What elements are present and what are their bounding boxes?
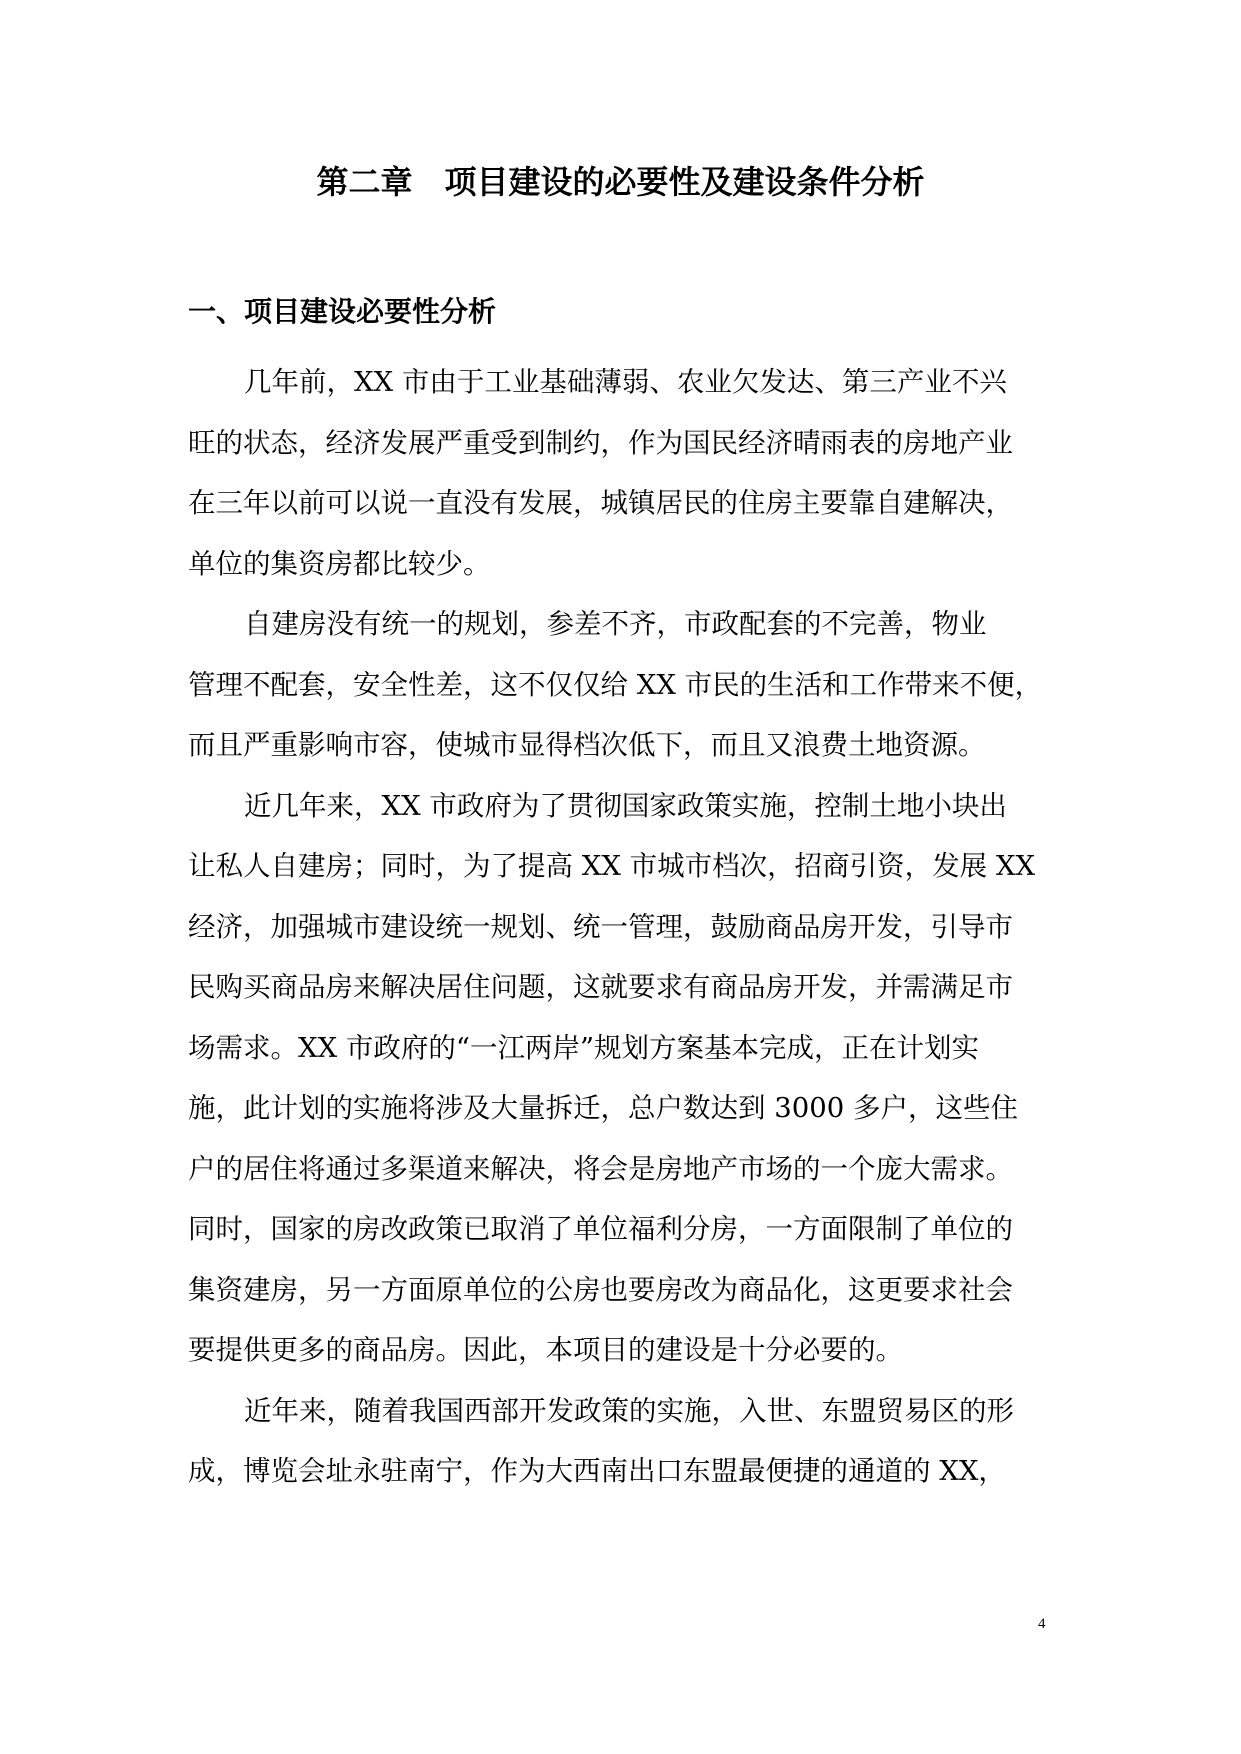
text-line: 经济，加强城市建设统一规划、统一管理，鼓励商品房开发，引导市 xyxy=(188,910,1013,943)
text-line: 管理不配套，安全性差，这不仅仅给 XX 市民的生活和工作带来不便， xyxy=(188,668,1043,701)
body-text xyxy=(188,352,1048,1502)
text-line: 而且严重影响市容，使城市显得档次低下，而且又浪费土地资源。 xyxy=(188,729,986,761)
text-line: 民购买商品房来解决居住问题，这就要求有商品房开发，并需满足市 xyxy=(188,971,1013,1003)
text-line: 成，博览会址永驻南宁，作为大西南出口东盟最便捷的通道的 XX， xyxy=(188,1455,1006,1487)
text-line: 场需求。XX 市政府的“一江两岸”规划方案基本完成，正在计划实 xyxy=(188,1031,980,1064)
text-line: 同时，国家的房改政策已取消了单位福利分房，一方面限制了单位的 xyxy=(188,1213,1013,1245)
text-line: 集资建房，另一方面原单位的公房也要房改为商品化，这更要求社会 xyxy=(188,1273,1013,1306)
text-line: 近几年来，XX 市政府为了贯彻国家政策实施，控制土地小块出 xyxy=(244,789,1007,822)
chapter-title: 第二章 项目建设的必要性及建设条件分析 xyxy=(316,163,925,201)
text-line: 施，此计划的实施将涉及大量拆迁，总户数达到 3000 多户，这些住 xyxy=(188,1092,1018,1124)
text-line: 几年前，XX 市由于工业基础薄弱、农业欠发达、第三产业不兴 xyxy=(244,366,1007,398)
text-line: 户的居住将通过多渠道来解决，将会是房地产市场的一个庞大需求。 xyxy=(188,1152,1013,1185)
text-line: 旺的状态，经济发展严重受到制约，作为国民经济晴雨表的房地产业 xyxy=(188,426,1013,459)
paragraph xyxy=(188,1381,1048,1502)
section-heading: 一、项目建设必要性分析 xyxy=(188,295,497,328)
text-line: 在三年以前可以说一直没有发展，城镇居民的住房主要靠自建解决， xyxy=(188,487,1013,519)
paragraph xyxy=(188,776,1048,1381)
text-line: 自建房没有统一的规划，参差不齐，市政配套的不完善，物业 xyxy=(244,608,987,640)
paragraph xyxy=(188,594,1048,776)
paragraph xyxy=(188,352,1048,594)
text-line: 要提供更多的商品房。因此，本项目的建设是十分必要的。 xyxy=(188,1334,903,1366)
text-line: 让私人自建房；同时，为了提高 XX 市城市档次，招商引资，发展 XX xyxy=(188,850,1036,882)
page-number: 4 xyxy=(1038,1616,1046,1632)
text-line: 近年来，随着我国西部开发政策的实施，入世、东盟贸易区的形 xyxy=(244,1394,1014,1427)
text-line: 单位的集资房都比较少。 xyxy=(188,547,491,580)
